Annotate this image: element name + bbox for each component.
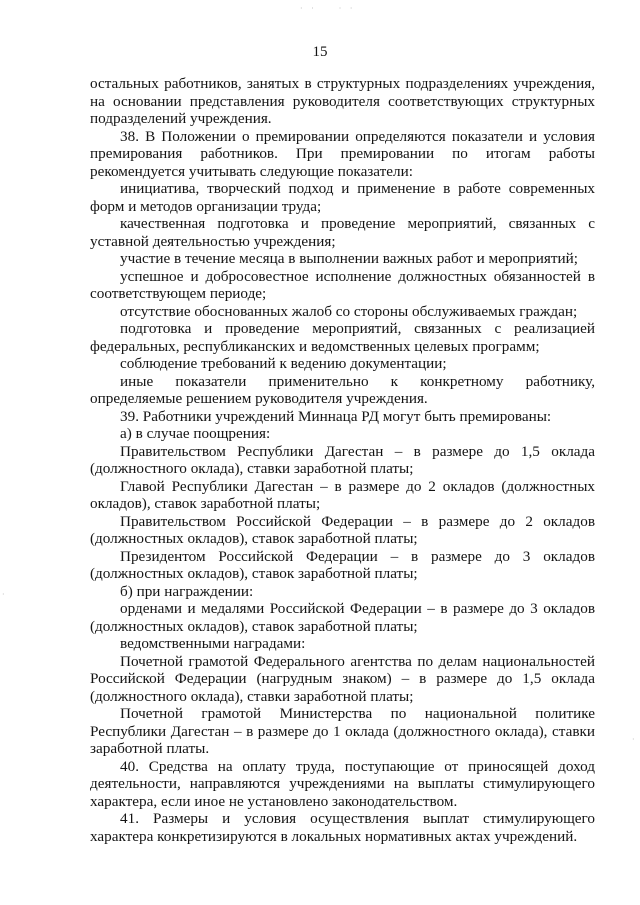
list-item-indicator: участие в течение месяца в выполнении важных работ и мероприятий; [120, 250, 578, 267]
list-item-indicator: качественная подготовка и проведение мероприятий, связанных с уставной деятельностью учреждения; [90, 215, 595, 250]
list-item-bonus: орденами и медалями Российской Федерации – в размере до 3 окладов (должностных окладов), ставок заработной платы; [90, 600, 595, 635]
list-item-indicator: успешное и добросовестное исполнение должностных обязанностей в соответствующем периоде; [90, 267, 595, 302]
subheading-awarding: б) при награждении: [120, 582, 254, 600]
subheading-encouragement: а) в случае поощрения: [120, 425, 271, 442]
subheading-departmental-awards: ведомственными наградами: [120, 635, 306, 652]
list-item-indicator: иные показатели применительно к конкретному работнику, определяемые решением руководителя учреждения. [90, 372, 595, 407]
document-body [90, 75, 595, 845]
list-item-bonus: Президентом Российской Федерации – в размере до 3 окладов (должностных окладов), ставок заработной платы; [90, 547, 595, 582]
list-item-bonus: Почетной грамотой Министерства по национальной политике Республики Дагестан – в размере до 1 оклада (должностного оклада), ставки заработной платы. [90, 705, 595, 757]
page-number: 15 [312, 44, 328, 60]
paragraph-continuation: остальных работников, занятых в структурных подразделениях учреждения, на основании представления руководителя соответствующих структурных подразделений учреждения. [90, 75, 595, 127]
list-item-indicator: соблюдение требований к ведению документации; [120, 355, 447, 372]
paragraph-38: 38. В Положении о премировании определяются показатели и условия премирования работников. При премировании по итогам работы рекомендуется учитывать следующие показатели: [90, 127, 595, 180]
paragraph-40: 40. Средства на оплату труда, поступающие от приносящей доход деятельности, направляются учреждениями на выплаты стимулирующего характера, если иное не установлено законодательством. [90, 757, 595, 810]
list-item-bonus: Правительством Российской Федерации – в размере до 2 окладов (должностных окладов), ставок заработной платы; [90, 512, 595, 547]
list-item-indicator: подготовка и проведение мероприятий, связанных с реализацией федеральных, республиканских и ведомственных целевых программ; [90, 320, 595, 355]
scan-artifact-left: · [2, 590, 8, 599]
paragraph-41: 41. Размеры и условия осуществления выплат стимулирующего характера конкретизируются в локальных нормативных актах учреждений. [90, 810, 595, 845]
list-item-indicator: отсутствие обоснованных жалоб со стороны обслуживаемых граждан; [120, 302, 578, 320]
list-item-bonus: Почетной грамотой Федерального агентства по делам национальностей Российской Федерации (нагрудным знаком) – в размере до 1,5 оклада (должностного оклада), ставки заработной платы; [90, 652, 595, 705]
list-item-bonus: Главой Республики Дагестан – в размере до 2 окладов (должностных окладов), ставок заработной платы; [90, 477, 595, 512]
list-item-indicator: инициатива, творческий подход и применение в работе современных форм и методов организации труда; [90, 180, 595, 215]
scan-artifact-right: · [632, 735, 638, 744]
list-item-bonus: Правительством Республики Дагестан – в размере до 1,5 оклада (должностного оклада), ставки заработной платы; [90, 442, 595, 477]
scan-artifact-top: · · · · [300, 4, 356, 13]
paragraph-39: 39. Работники учреждений Миннаца РД могут быть премированы: [120, 407, 552, 425]
